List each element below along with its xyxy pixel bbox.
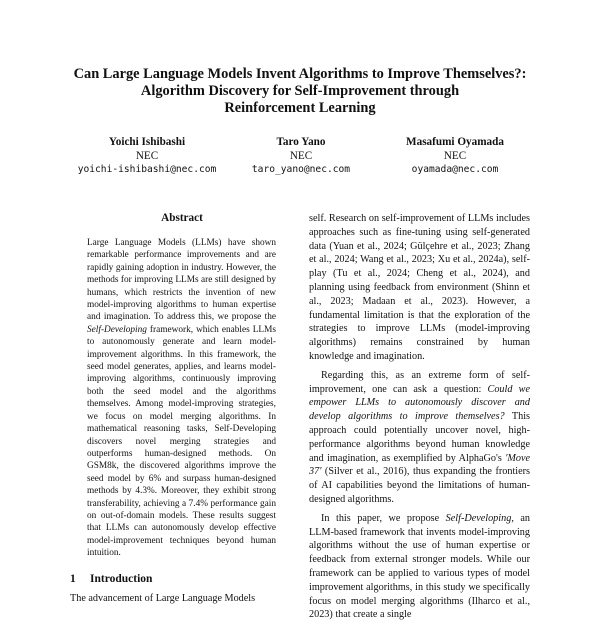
author-name: Taro Yano: [276, 136, 326, 148]
framework-name: Self-Developing: [87, 324, 147, 335]
title-line: Reinforcement Learning: [224, 100, 376, 116]
author-name: Masafumi Oyamada: [406, 136, 504, 148]
abstract-text: [87, 237, 276, 560]
author-affiliation: NEC: [135, 149, 159, 162]
text-run: Regarding this, as an extreme form of self-improvement, one can ask a question:: [309, 369, 530, 395]
paper-title: [40, 66, 560, 117]
text-run: , an LLM-based framework that invents model-improving algorithms without the use of human expertise or feedback from external stronger models. While our framework can be applied to various types of model improvement algorithms, in this study we specifically focus on model merging algorithms (Ilharco et al., 2023) that create a single: [309, 512, 530, 621]
title-line: Can Large Language Models Invent Algorithms to Improve Themselves?:: [73, 66, 527, 82]
framework-name: Self-Developing: [445, 512, 512, 524]
title-line: Algorithm Discovery for Self-Improvement through: [140, 83, 460, 99]
text-run: This approach could potentially uncover novel, high-performance algorithms beyond human knowledge and imagination, as exemplified by AlphaGo's: [309, 411, 530, 464]
intro-paragraph: The advancement of Large Language Models: [70, 593, 256, 604]
body-paragraph: [309, 512, 530, 622]
section-number: 1: [70, 573, 76, 585]
section-heading: [70, 573, 152, 585]
abstract-part: Large Language Models (LLMs) have shown remarkable performance improvements and are rapidly gaining adoption in industry. However, the methods for improving LLMs are still designed by humans, which restricts the invention of new model-improving algorithms to human expertise and imagination. To address this, we propose the: [87, 238, 276, 323]
emphasis-question: Could we empower LLMs to autonomously discover and develop algorithms to improve themselves?: [309, 383, 530, 423]
text-run: In this paper, we propose: [321, 512, 446, 524]
body-paragraph: self. Research on self-improvement of LLMs includes approaches such as fine-tuning using self-generated data (Yuan et al., 2024; Gülçehre et al., 2023; Zhang et al., 2024; Wang et al., 2023; Xu et al., 2024a), self-play (Tu et al., 2024; Cheng et al., 2024), and planning using feedback from environment (Shinn et al., 2023; Madaan et al., 2023). However, a fundamental limitation is that the exploration of the strategies to improve LLMs (model-improving algorithms) remains constrained by human knowledge and imagination.: [309, 213, 530, 362]
right-column: [309, 212, 530, 627]
author-block: [216, 136, 386, 177]
author-affiliation: NEC: [443, 149, 467, 162]
author-email: taro_yano@nec.com: [251, 164, 351, 175]
text-run: (Silver et al., 2016), thus expanding the frontiers of AI capabilities beyond the limitations of human-designed algorithms.: [309, 466, 530, 505]
author-email: yoichi-ishibashi@nec.com: [77, 164, 217, 175]
author-block: [370, 136, 540, 177]
emphasis-move37: 'Move 37': [309, 452, 530, 478]
author-name: Yoichi Ishibashi: [108, 136, 186, 148]
author-email: oyamada@nec.com: [411, 164, 499, 175]
abstract-heading: Abstract: [161, 212, 203, 224]
section-title: Introduction: [90, 573, 153, 585]
author-block: [62, 136, 232, 177]
abstract-part: framework, which enables LLMs to autonomously generate and learn model-improvement algorithms. In this framework, the seed model generates, applies, and learns model-improving algorithms, continuously improving both the seed model and the algorithms themselves. Among model-improving strategies, we focus on model merging algorithms. In mathematical reasoning tasks, Self-Developing discovers novel merging strategies and outperforms human-designed methods. On GSM8k, the discovered algorithms improve the seed model by 6% and surpass human-designed methods by 4.3%. Moreover, they exhibit strong transferability, achieving a 7.4% performance gain on out-of-domain models. These results suggest that LLMs can autonomously develop effective model-improvement techniques beyond human intuition.: [87, 324, 276, 559]
author-affiliation: NEC: [289, 149, 313, 162]
body-paragraph: [309, 369, 530, 507]
